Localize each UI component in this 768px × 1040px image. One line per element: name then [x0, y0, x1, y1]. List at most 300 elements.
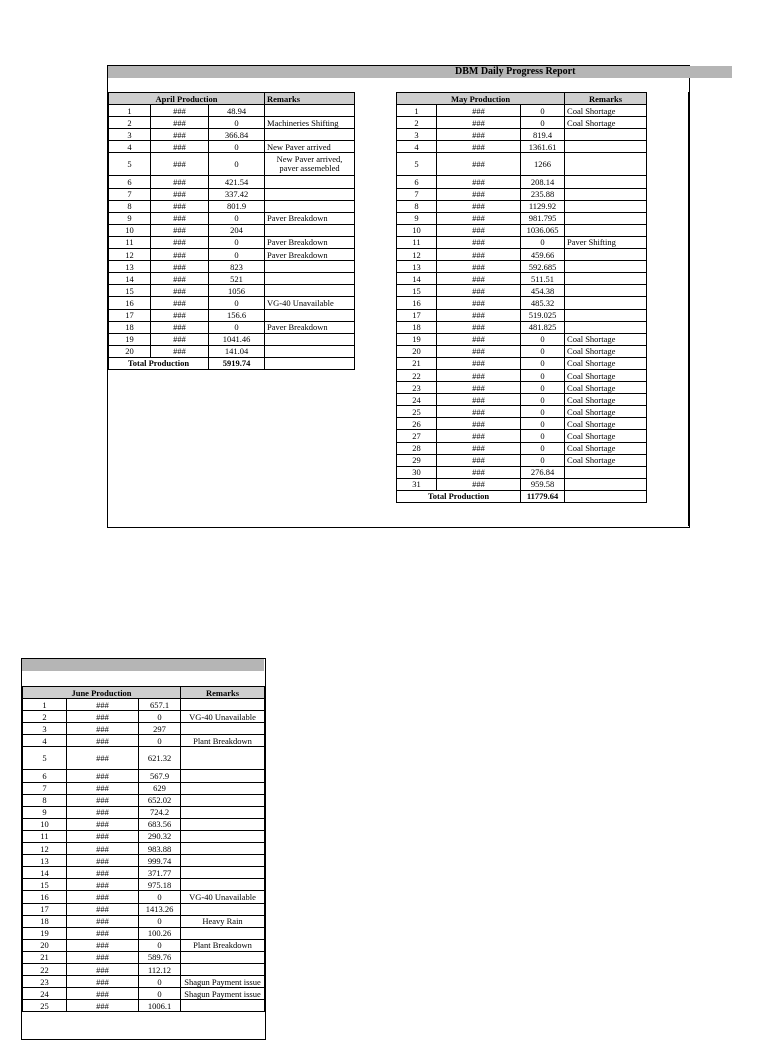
- quantity-cell: 235.88: [521, 188, 565, 200]
- day-cell: 8: [109, 200, 151, 212]
- day-cell: 9: [109, 212, 151, 224]
- date-cell: ###: [437, 117, 521, 129]
- table-row: [397, 153, 647, 176]
- day-cell: 20: [397, 345, 437, 357]
- remarks-cell: Coal Shortage: [565, 117, 647, 129]
- day-cell: 14: [23, 867, 67, 879]
- table-row: [109, 188, 355, 200]
- table-row: [23, 830, 265, 842]
- date-cell: ###: [151, 117, 209, 129]
- table-row: [23, 963, 265, 975]
- date-cell: ###: [151, 224, 209, 236]
- table-row: [397, 382, 647, 394]
- day-cell: 7: [397, 188, 437, 200]
- quantity-cell: 0: [521, 369, 565, 381]
- remarks-cell: Heavy Rain: [181, 915, 265, 927]
- remarks-cell: [565, 249, 647, 261]
- remarks-cell: Shagun Payment issue: [181, 988, 265, 1000]
- remarks-cell: Coal Shortage: [565, 442, 647, 454]
- table-row: [109, 153, 355, 176]
- remarks-cell: Coal Shortage: [565, 406, 647, 418]
- remarks-cell: [181, 818, 265, 830]
- date-cell: ###: [437, 188, 521, 200]
- table-row: [397, 176, 647, 188]
- quantity-cell: 1361.61: [521, 141, 565, 153]
- table-row: [109, 141, 355, 153]
- quantity-cell: 511.51: [521, 273, 565, 285]
- table-row: [23, 927, 265, 939]
- remarks-cell: [181, 830, 265, 842]
- remarks-cell: Coal Shortage: [565, 345, 647, 357]
- remarks-cell: [565, 141, 647, 153]
- remarks-cell: Coal Shortage: [565, 382, 647, 394]
- day-cell: 28: [397, 442, 437, 454]
- table-row: [23, 806, 265, 818]
- remarks-cell: [181, 1000, 265, 1012]
- remarks-cell: [265, 345, 355, 357]
- quantity-cell: 0: [521, 430, 565, 442]
- remarks-cell: Paver Breakdown: [265, 236, 355, 248]
- day-cell: 17: [109, 309, 151, 321]
- table-row: [23, 818, 265, 830]
- june-production-header: June Production: [23, 687, 181, 699]
- date-cell: ###: [437, 141, 521, 153]
- april-remarks-header: Remarks: [265, 93, 355, 105]
- june-remarks-header: Remarks: [181, 687, 265, 699]
- date-cell: ###: [437, 200, 521, 212]
- table-row: [23, 976, 265, 988]
- quantity-cell: 0: [139, 976, 181, 988]
- day-cell: 5: [23, 747, 67, 770]
- table-row: [397, 297, 647, 309]
- quantity-cell: 1413.26: [139, 903, 181, 915]
- day-cell: 7: [109, 188, 151, 200]
- quantity-cell: 657.1: [139, 699, 181, 711]
- table-row: [109, 309, 355, 321]
- day-cell: 24: [23, 988, 67, 1000]
- report-title: DBM Daily Progress Report: [455, 66, 576, 77]
- date-cell: ###: [437, 478, 521, 490]
- quantity-cell: 959.58: [521, 478, 565, 490]
- remarks-cell: [265, 105, 355, 117]
- quantity-cell: 983.88: [139, 843, 181, 855]
- date-cell: ###: [67, 806, 139, 818]
- remarks-cell: VG-40 Unavailable: [181, 891, 265, 903]
- table-row: [397, 357, 647, 369]
- date-cell: ###: [151, 249, 209, 261]
- quantity-cell: 621.32: [139, 747, 181, 770]
- date-cell: ###: [437, 406, 521, 418]
- day-cell: 15: [109, 285, 151, 297]
- quantity-cell: 823: [209, 261, 265, 273]
- may-production-header: May Production: [397, 93, 565, 105]
- quantity-cell: 975.18: [139, 879, 181, 891]
- day-cell: 10: [109, 224, 151, 236]
- quantity-cell: 1041.46: [209, 333, 265, 345]
- april-production-table: [108, 92, 355, 370]
- day-cell: 27: [397, 430, 437, 442]
- quantity-cell: 297: [139, 723, 181, 735]
- total-label: Total Production: [109, 357, 209, 369]
- date-cell: ###: [67, 903, 139, 915]
- table-row: [109, 321, 355, 333]
- remarks-cell: [265, 176, 355, 188]
- date-cell: ###: [67, 915, 139, 927]
- date-cell: ###: [151, 188, 209, 200]
- day-cell: 13: [23, 855, 67, 867]
- day-cell: 2: [397, 117, 437, 129]
- date-cell: ###: [151, 141, 209, 153]
- quantity-cell: 0: [139, 711, 181, 723]
- quantity-cell: 589.76: [139, 951, 181, 963]
- day-cell: 19: [23, 927, 67, 939]
- day-cell: 14: [397, 273, 437, 285]
- remarks-cell: Machineries Shifting: [265, 117, 355, 129]
- total-label: Total Production: [397, 490, 521, 502]
- day-cell: 13: [109, 261, 151, 273]
- quantity-cell: 1056: [209, 285, 265, 297]
- remarks-cell: [565, 176, 647, 188]
- table-row: [109, 105, 355, 117]
- remarks-cell: [565, 285, 647, 297]
- day-cell: 14: [109, 273, 151, 285]
- june-title-bar: [22, 659, 264, 671]
- remarks-cell: Paver Breakdown: [265, 321, 355, 333]
- date-cell: ###: [437, 309, 521, 321]
- date-cell: ###: [437, 285, 521, 297]
- table-row: [23, 939, 265, 951]
- quantity-cell: 48.94: [209, 105, 265, 117]
- date-cell: ###: [437, 153, 521, 176]
- total-empty-cell: [565, 490, 647, 502]
- remarks-cell: [565, 321, 647, 333]
- april-production-header: April Production: [109, 93, 265, 105]
- remarks-cell: [265, 261, 355, 273]
- quantity-cell: 208.14: [521, 176, 565, 188]
- table-row: [397, 105, 647, 117]
- june-production-table: [22, 686, 265, 1012]
- remarks-cell: Coal Shortage: [565, 333, 647, 345]
- quantity-cell: 0: [209, 249, 265, 261]
- quantity-cell: 0: [209, 321, 265, 333]
- day-cell: 2: [23, 711, 67, 723]
- date-cell: ###: [67, 699, 139, 711]
- remarks-cell: [265, 285, 355, 297]
- table-row: [23, 988, 265, 1000]
- date-cell: ###: [151, 273, 209, 285]
- remarks-cell: Paver Breakdown: [265, 212, 355, 224]
- remarks-cell: Paver Shifting: [565, 236, 647, 248]
- date-cell: ###: [151, 321, 209, 333]
- may-remarks-header: Remarks: [565, 93, 647, 105]
- date-cell: ###: [437, 454, 521, 466]
- day-cell: 2: [109, 117, 151, 129]
- day-cell: 15: [23, 879, 67, 891]
- quantity-cell: 421.54: [209, 176, 265, 188]
- quantity-cell: 629: [139, 782, 181, 794]
- day-cell: 6: [23, 770, 67, 782]
- table-row: [397, 188, 647, 200]
- quantity-cell: 0: [209, 141, 265, 153]
- date-cell: ###: [437, 394, 521, 406]
- quantity-cell: 0: [209, 212, 265, 224]
- remarks-cell: [565, 297, 647, 309]
- day-cell: 8: [23, 794, 67, 806]
- table-row: [23, 867, 265, 879]
- table-row: [397, 249, 647, 261]
- day-cell: 18: [397, 321, 437, 333]
- total-row: [397, 490, 647, 502]
- day-cell: 3: [23, 723, 67, 735]
- quantity-cell: 366.84: [209, 129, 265, 141]
- quantity-cell: 801.9: [209, 200, 265, 212]
- table-row: [23, 699, 265, 711]
- quantity-cell: 1006.1: [139, 1000, 181, 1012]
- date-cell: ###: [67, 879, 139, 891]
- quantity-cell: 141.04: [209, 345, 265, 357]
- date-cell: ###: [437, 442, 521, 454]
- table-row: [397, 309, 647, 321]
- remarks-cell: [265, 200, 355, 212]
- table-row: [23, 891, 265, 903]
- date-cell: ###: [437, 212, 521, 224]
- date-cell: ###: [437, 129, 521, 141]
- quantity-cell: 0: [209, 117, 265, 129]
- remarks-cell: [265, 309, 355, 321]
- table-row: [109, 236, 355, 248]
- table-row: [23, 747, 265, 770]
- table-row: [23, 903, 265, 915]
- date-cell: ###: [67, 988, 139, 1000]
- day-cell: 30: [397, 466, 437, 478]
- remarks-cell: [565, 224, 647, 236]
- remarks-cell: Shagun Payment issue: [181, 976, 265, 988]
- date-cell: ###: [67, 830, 139, 842]
- day-cell: 16: [397, 297, 437, 309]
- date-cell: ###: [67, 951, 139, 963]
- remarks-cell: Plant Breakdown: [181, 735, 265, 747]
- quantity-cell: 0: [521, 105, 565, 117]
- remarks-cell: [181, 770, 265, 782]
- table-row: [397, 454, 647, 466]
- table-row: [397, 478, 647, 490]
- day-cell: 9: [397, 212, 437, 224]
- date-cell: ###: [151, 345, 209, 357]
- date-cell: ###: [151, 297, 209, 309]
- day-cell: 1: [109, 105, 151, 117]
- day-cell: 17: [23, 903, 67, 915]
- date-cell: ###: [437, 369, 521, 381]
- date-cell: ###: [67, 711, 139, 723]
- day-cell: 24: [397, 394, 437, 406]
- table-row: [109, 129, 355, 141]
- remarks-cell: [565, 478, 647, 490]
- date-cell: ###: [437, 333, 521, 345]
- remarks-cell: [181, 782, 265, 794]
- date-cell: ###: [67, 782, 139, 794]
- quantity-cell: 683.56: [139, 818, 181, 830]
- day-cell: 3: [109, 129, 151, 141]
- date-cell: ###: [437, 430, 521, 442]
- total-value: 5919.74: [209, 357, 265, 369]
- table-row: [23, 735, 265, 747]
- date-cell: ###: [67, 927, 139, 939]
- table-row: [23, 794, 265, 806]
- day-cell: 20: [23, 939, 67, 951]
- remarks-cell: Plant Breakdown: [181, 939, 265, 951]
- date-cell: ###: [67, 723, 139, 735]
- day-cell: 3: [397, 129, 437, 141]
- date-cell: ###: [437, 261, 521, 273]
- table-row: [109, 212, 355, 224]
- day-cell: 23: [397, 382, 437, 394]
- table-row: [23, 915, 265, 927]
- remarks-cell: [181, 747, 265, 770]
- date-cell: ###: [151, 261, 209, 273]
- quantity-cell: 0: [209, 236, 265, 248]
- quantity-cell: 485.32: [521, 297, 565, 309]
- day-cell: 12: [23, 843, 67, 855]
- remarks-cell: [181, 806, 265, 818]
- day-cell: 10: [23, 818, 67, 830]
- date-cell: ###: [437, 105, 521, 117]
- date-cell: ###: [151, 153, 209, 176]
- date-cell: ###: [67, 770, 139, 782]
- remarks-cell: New Paver arrived, paver assemebled: [265, 153, 355, 176]
- table-row: [397, 273, 647, 285]
- remarks-cell: [181, 951, 265, 963]
- table-row: [109, 273, 355, 285]
- date-cell: ###: [67, 794, 139, 806]
- table-row: [397, 418, 647, 430]
- may-production-table: [396, 92, 647, 503]
- table-row: [397, 369, 647, 381]
- date-cell: ###: [437, 249, 521, 261]
- remarks-cell: [565, 309, 647, 321]
- remarks-cell: Coal Shortage: [565, 357, 647, 369]
- quantity-cell: 0: [139, 915, 181, 927]
- quantity-cell: 0: [521, 406, 565, 418]
- quantity-cell: 100.26: [139, 927, 181, 939]
- day-cell: 19: [109, 333, 151, 345]
- table-row: [23, 723, 265, 735]
- may-header-row: [397, 93, 647, 105]
- table-row: [23, 782, 265, 794]
- day-cell: 18: [23, 915, 67, 927]
- quantity-cell: 652.02: [139, 794, 181, 806]
- table-row: [109, 200, 355, 212]
- day-cell: 20: [109, 345, 151, 357]
- remarks-cell: Coal Shortage: [565, 369, 647, 381]
- table-row: [109, 224, 355, 236]
- quantity-cell: 0: [521, 236, 565, 248]
- day-cell: 16: [23, 891, 67, 903]
- day-cell: 11: [109, 236, 151, 248]
- day-cell: 4: [109, 141, 151, 153]
- date-cell: ###: [67, 867, 139, 879]
- day-cell: 6: [397, 176, 437, 188]
- quantity-cell: 0: [209, 153, 265, 176]
- day-cell: 5: [397, 153, 437, 176]
- quantity-cell: 999.74: [139, 855, 181, 867]
- date-cell: ###: [151, 309, 209, 321]
- quantity-cell: 156.6: [209, 309, 265, 321]
- day-cell: 16: [109, 297, 151, 309]
- quantity-cell: 459.66: [521, 249, 565, 261]
- remarks-cell: Coal Shortage: [565, 394, 647, 406]
- report-frame-right-edge: [688, 92, 689, 526]
- day-cell: 22: [23, 963, 67, 975]
- table-row: [23, 951, 265, 963]
- remarks-cell: [265, 188, 355, 200]
- date-cell: ###: [67, 939, 139, 951]
- day-cell: 17: [397, 309, 437, 321]
- day-cell: 4: [397, 141, 437, 153]
- quantity-cell: 519.025: [521, 309, 565, 321]
- table-row: [23, 879, 265, 891]
- quantity-cell: 1129.92: [521, 200, 565, 212]
- day-cell: 21: [23, 951, 67, 963]
- quantity-cell: 481.825: [521, 321, 565, 333]
- remarks-cell: Coal Shortage: [565, 105, 647, 117]
- day-cell: 25: [397, 406, 437, 418]
- quantity-cell: 0: [521, 418, 565, 430]
- remarks-cell: [565, 466, 647, 478]
- remarks-cell: [565, 188, 647, 200]
- date-cell: ###: [437, 382, 521, 394]
- report-title-bar: [108, 66, 732, 78]
- quantity-cell: 0: [139, 939, 181, 951]
- quantity-cell: 567.9: [139, 770, 181, 782]
- day-cell: 11: [397, 236, 437, 248]
- day-cell: 25: [23, 1000, 67, 1012]
- quantity-cell: 981.795: [521, 212, 565, 224]
- quantity-cell: 337.42: [209, 188, 265, 200]
- remarks-cell: New Paver arrived: [265, 141, 355, 153]
- remarks-cell: [565, 261, 647, 273]
- date-cell: ###: [437, 297, 521, 309]
- remarks-cell: Coal Shortage: [565, 418, 647, 430]
- day-cell: 4: [23, 735, 67, 747]
- table-row: [397, 224, 647, 236]
- table-row: [109, 345, 355, 357]
- day-cell: 8: [397, 200, 437, 212]
- date-cell: ###: [67, 1000, 139, 1012]
- table-row: [109, 117, 355, 129]
- quantity-cell: 0: [139, 735, 181, 747]
- remarks-cell: Coal Shortage: [565, 454, 647, 466]
- day-cell: 1: [397, 105, 437, 117]
- date-cell: ###: [67, 891, 139, 903]
- quantity-cell: 454.38: [521, 285, 565, 297]
- date-cell: ###: [437, 273, 521, 285]
- date-cell: ###: [151, 333, 209, 345]
- total-value: 11779.64: [521, 490, 565, 502]
- remarks-cell: [565, 200, 647, 212]
- date-cell: ###: [67, 818, 139, 830]
- day-cell: 13: [397, 261, 437, 273]
- remarks-cell: VG-40 Unavailable: [181, 711, 265, 723]
- quantity-cell: 0: [139, 988, 181, 1000]
- date-cell: ###: [437, 418, 521, 430]
- quantity-cell: 371.77: [139, 867, 181, 879]
- date-cell: ###: [437, 236, 521, 248]
- day-cell: 29: [397, 454, 437, 466]
- remarks-cell: [181, 927, 265, 939]
- table-row: [23, 855, 265, 867]
- day-cell: 23: [23, 976, 67, 988]
- quantity-cell: 592.685: [521, 261, 565, 273]
